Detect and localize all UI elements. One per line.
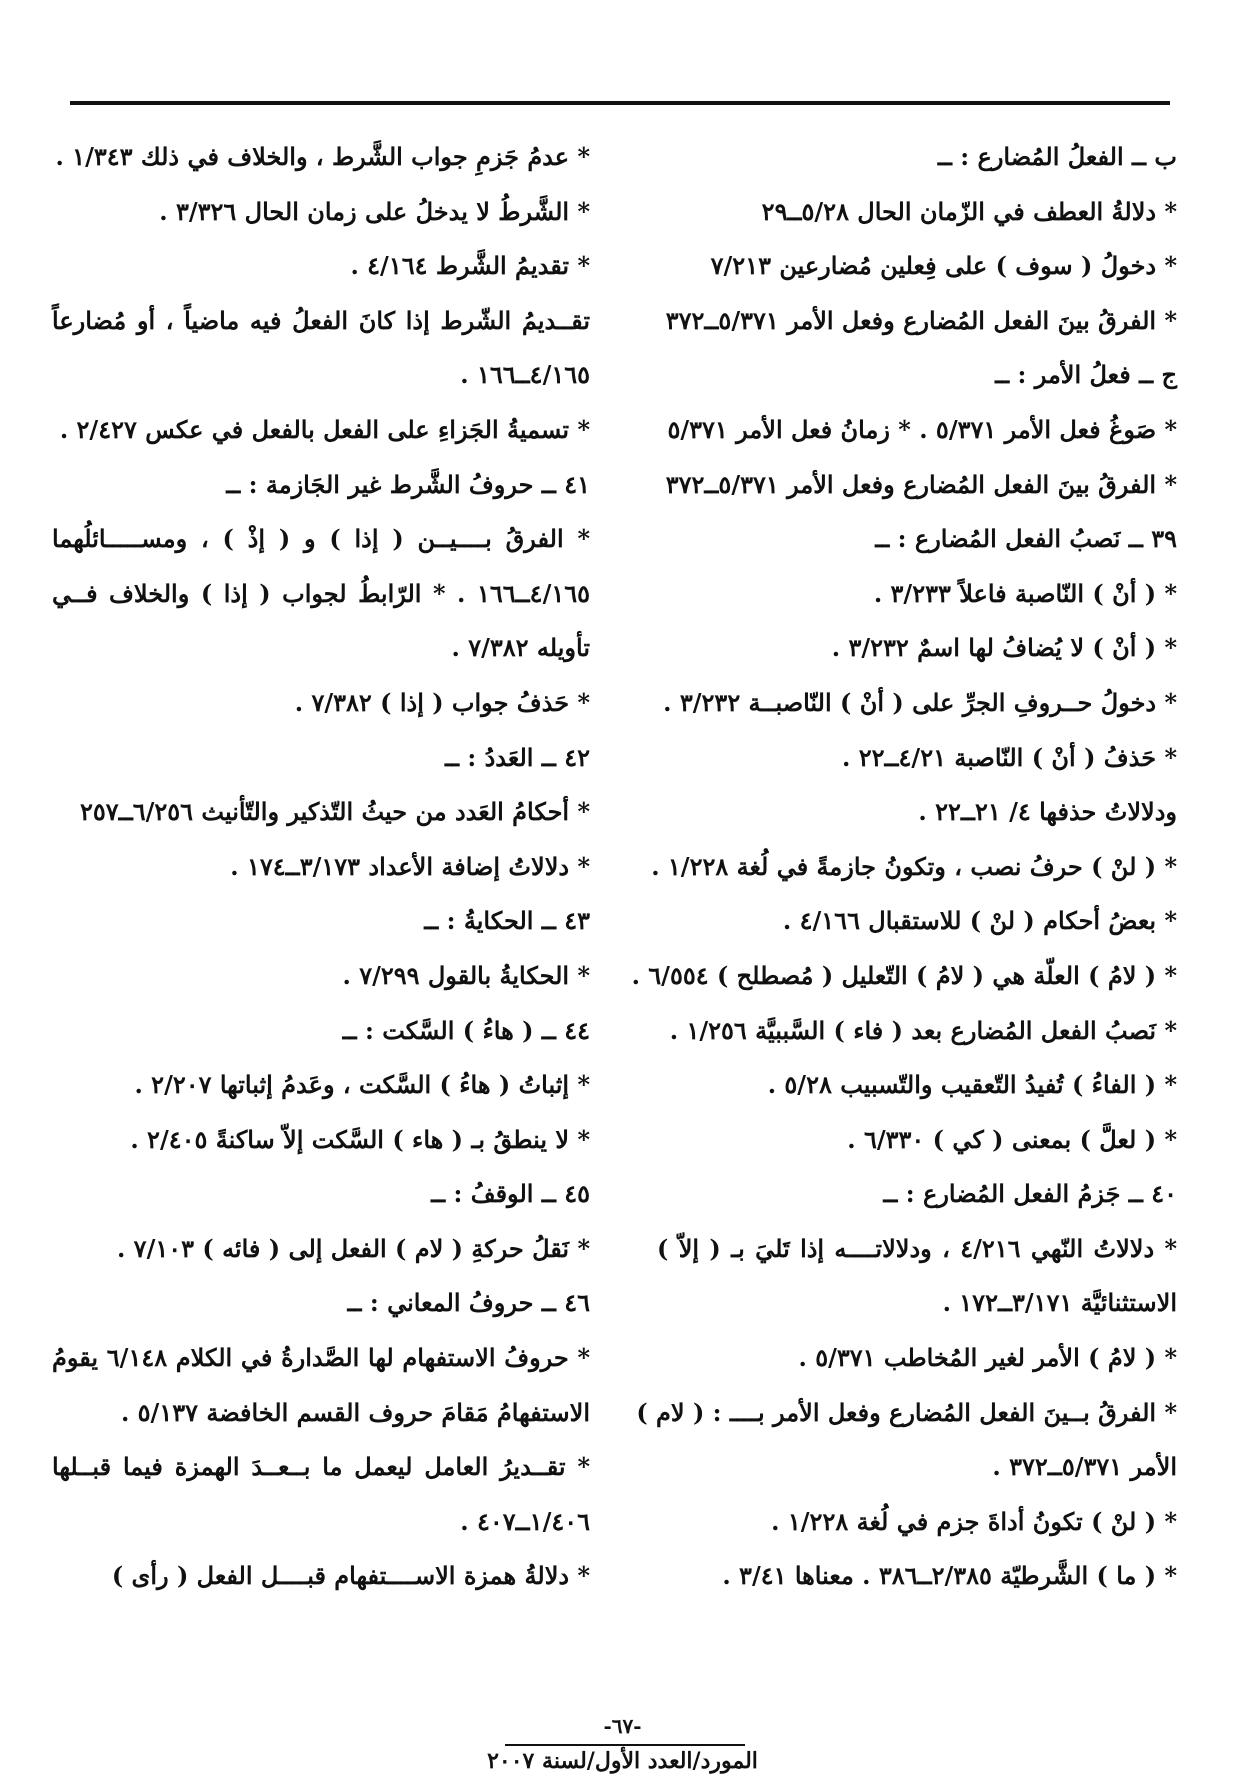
left-column-line: ٤٥ ــ الوقفُ : ــ [431, 1179, 590, 1209]
left-column-line: * الشَّرطُ لا يدخلُ على زمان الحال ٣/٣٢٦ . [159, 196, 590, 226]
left-column-line: * الحكايةُ بالقول ٧/٢٩٩ . [342, 960, 590, 990]
left-column-line: ٤٦ ــ حروفُ المعاني : ــ [347, 1288, 590, 1318]
right-column-line: * الفرقُ بينَ الفعل المُضارع وفعل الأمر ٥/٣٧١ــ٣٧٢ [665, 469, 1177, 499]
right-column-line: ب ــ الفعلُ المُضارع : ــ [937, 142, 1177, 171]
left-column-line: تقــديمُ الشّرط إذا كانَ الفعلُ فيه ماضياً ، أو مُضارعاً [52, 305, 590, 335]
right-column-line: * ( لعلَّ ) بمعنى ( كي ) ٦/٣٣٠ . [847, 1124, 1177, 1154]
right-column [631, 130, 1178, 1604]
left-column-line: * لا ينطقُ بـ ( هاء ) السَّكت إلاّ ساكنةً ٢/٤٠٥ . [130, 1124, 590, 1154]
left-column [52, 130, 590, 1604]
left-column-line: * عدمُ جَزمِ جواب الشَّرط ، والخلاف في ذلك ١/٣٤٣ . [55, 142, 590, 171]
right-column-line: * ( لنْ ) تكونُ أداةَ جزم في لُغة ١/٢٢٨ . [771, 1506, 1177, 1536]
left-column-line: * دلالةُ همزة الاســــتفهام قبــــل الفعل ( رأى ) [111, 1561, 590, 1591]
left-column-line: ١/٤٠٦ــ٤٠٧ . [460, 1506, 590, 1536]
left-column-line: * تقــديرُ العامل ليعمل ما بــعــدَ الهمزة فيما قبــلها [52, 1452, 590, 1482]
left-column-line: ٤١ ــ حروفُ الشَّرط غير الجَازمة : ــ [226, 469, 590, 499]
right-column-line: ٤٠ ــ جَزمُ الفعل المُضارع : ــ [883, 1179, 1177, 1209]
right-column-line: الأمر ٥/٣٧١ــ٣٧٢ . [992, 1452, 1177, 1482]
right-column-line: * حَذفُ ( أنْ ) النّاصبة ٤/٢١ــ٢٢ . [841, 742, 1177, 772]
right-column-line: * دلالةُ العطف في الزّمان الحال ٥/٢٨ــ٢٩ [761, 196, 1177, 226]
left-column-line: * أحكامُ العَدد من حيثُ التّذكير والتّأنيث ٦/٢٥٦ــ٢٥٧ [80, 797, 590, 827]
right-column-line: ٣٩ ــ نَصبُ الفعل المُضارع : ــ [875, 524, 1177, 554]
right-column-line: * نَصبُ الفعل المُضارع بعد ( فاء ) السَّببيَّة ١/٢٥٦ . [669, 1015, 1177, 1045]
right-column-line: * ( الفاءُ ) تُفيدُ التّعقيب والتّسبيب ٥/٢٨ . [767, 1070, 1177, 1100]
right-column-line: ودلالاتُ حذفها ٤/ ٢١ــ٢٢ . [918, 797, 1177, 827]
right-column-line: * ( أنْ ) لا يُضافُ لها اسمٌ ٣/٢٣٢ . [831, 633, 1177, 663]
right-column-line: * دلالاتُ النّهي ٤/٢١٦ ، ودلالاتــــه إذا تَليَ بـ ( إلاّ ) [657, 1233, 1178, 1263]
right-column-line: * ( ما ) الشَّرطيّة ٢/٣٨٥ــ٣٨٦ . معناها ٣/٤١ . [722, 1561, 1177, 1591]
right-column-line: ج ــ فعلُ الأمر : ــ [995, 360, 1177, 390]
left-column-line: ٤/١٦٥ــ١٦٦ . [460, 360, 590, 390]
page-number: -٦٧- [603, 1714, 642, 1738]
left-column-line: * تسميةُ الجَزاءِ على الفعل بالفعل في عكس ٢/٤٢٧ . [59, 414, 590, 444]
left-column-line: * حَذفُ جواب ( إذا ) ٧/٣٨٢ . [294, 687, 590, 717]
left-column-line: تأويله ٧/٣٨٢ . [451, 633, 590, 663]
right-column-line: * ( لنْ ) حرفُ نصب ، وتكونُ جازمةً في لُغة ١/٢٢٨ . [651, 851, 1177, 881]
left-column-line: * الفرقُ بــــيــن ( إذا ) و ( إذْ ) ، ومســـــائلُهما [52, 524, 590, 554]
right-column-line: الاستثنائيَّة ٣/١٧١ــ١٧٢ . [942, 1288, 1177, 1318]
left-column-line: ٤/١٦٥ــ١٦٦ . * الرّابطُ لجواب ( إذا ) والخلاف فــي [52, 578, 590, 608]
left-column-line: الاستفهامُ مَقامَ حروف القسم الخافضة ٥/١٣٧ . [120, 1397, 590, 1427]
right-column-line: * بعضُ أحكام ( لنْ ) للاستقبال ٤/١٦٦ . [782, 906, 1177, 936]
right-column-line: * الفرقُ بينَ الفعل المُضارع وفعل الأمر ٥/٣٧١ــ٣٧٢ [665, 305, 1177, 335]
journal-footer: المورد/العدد الأول/لسنة ٢٠٠٧ [487, 1748, 758, 1774]
left-column-line: ٤٢ ــ العَددُ : ــ [444, 742, 590, 772]
right-column-line: * ( لامُ ) الأمر لغير المُخاطب ٥/٣٧١ . [798, 1343, 1177, 1373]
left-column-line: * نَقلُ حركةِ ( لام ) الفعل إلى ( فائه ) ٧/١٠٣ . [116, 1233, 590, 1263]
right-column-line: * صَوغُ فعل الأمر ٥/٣٧١ . * زمانُ فعل الأمر ٥/٣٧١ [667, 414, 1177, 444]
right-column-line: * دخولُ ( سوف ) على فِعلين مُضارعين ٧/٢١٣ [710, 251, 1177, 281]
left-column-line: ٤٣ ــ الحكايةُ : ــ [424, 906, 590, 936]
right-column-line: * الفرقُ بــينَ الفعل المُضارع وفعل الأمر بــــ : ( لام ) [636, 1397, 1177, 1427]
right-column-line: * ( لامُ ) العلّة هي ( لامُ ) التّعليل ( مُصطلح ) ٦/٥٥٤ . [631, 960, 1177, 990]
right-column-line: * دخولُ حــروفِ الجرِّ على ( أنْ ) النّاصبــة ٣/٢٣٢ . [663, 687, 1177, 717]
left-column-line: * تقديمُ الشَّرط ٤/١٦٤ . [350, 251, 590, 281]
top-rule [70, 101, 1170, 105]
left-column-line: * دلالاتُ إضافة الأعداد ٣/١٧٣ــ١٧٤ . [230, 851, 590, 881]
left-column-line: * حروفُ الاستفهام لها الصَّدارةُ في الكلام ٦/١٤٨ يقومُ [52, 1343, 590, 1373]
left-column-line: * إثباتُ ( هاءُ ) السَّكت ، وعَدمُ إثباتها ٢/٢٠٧ . [134, 1070, 590, 1100]
right-column-line: * ( أنْ ) النّاصبة فاعلاً ٣/٢٣٣ . [873, 578, 1177, 608]
left-column-line: ٤٤ ــ ( هاءُ ) السَّكت : ــ [342, 1015, 590, 1045]
footer-rule [505, 1744, 745, 1746]
